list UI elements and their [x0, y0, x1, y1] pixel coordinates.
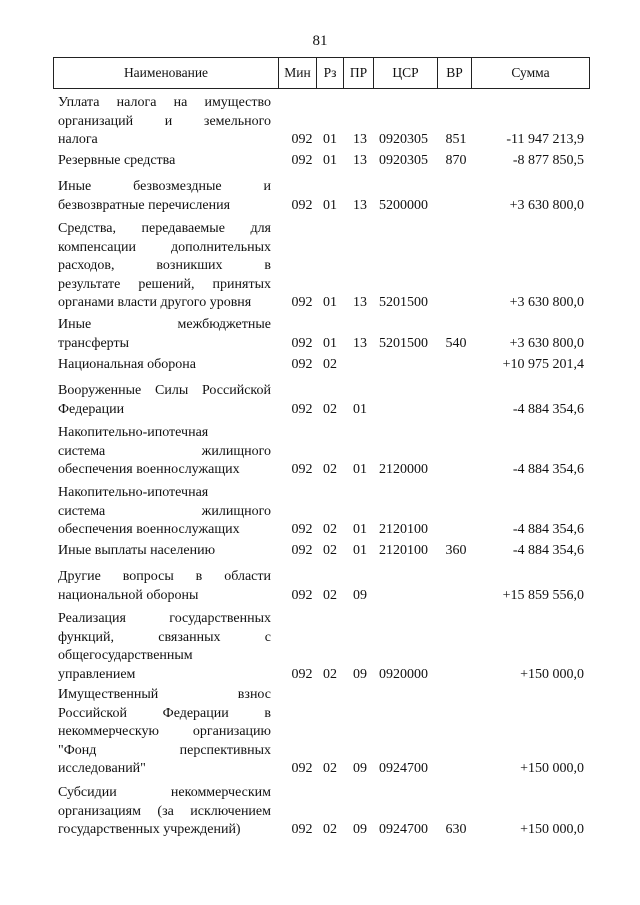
row-name-line: управлением: [58, 666, 136, 682]
cell-pr: 13: [353, 335, 367, 351]
cell-rz: 02: [323, 522, 337, 537]
cell-rz: 02: [323, 666, 337, 682]
cell-min: 092: [291, 295, 313, 310]
header-rz: Рз: [317, 58, 344, 89]
cell-rz: 02: [323, 401, 337, 417]
page-number: 81: [312, 33, 328, 49]
row-name-line: государственных учреждений): [58, 822, 241, 837]
cell-rz: 02: [323, 357, 337, 372]
cell-csr: 5200000: [379, 197, 428, 213]
table-row: [0, 316, 640, 353]
row-name-line: налога: [58, 132, 98, 147]
cell-sum: +150 000,0: [520, 666, 584, 682]
cell-rz: 01: [323, 132, 337, 147]
cell-csr: 0920305: [379, 153, 428, 168]
cell-min: 092: [291, 153, 313, 168]
cell-min: 092: [291, 822, 313, 837]
row-name: [58, 784, 271, 840]
cell-pr: 13: [353, 295, 367, 310]
row-name-line: общегосударственным: [58, 648, 193, 663]
row-name: [58, 220, 271, 313]
row-name: [58, 610, 271, 684]
cell-rz: 02: [323, 761, 337, 776]
row-name-line: Национальная оборона: [58, 357, 196, 372]
cell-sum: +3 630 800,0: [509, 335, 584, 351]
header-min: Мин: [279, 58, 317, 89]
table-row: [0, 784, 640, 840]
cell-sum: -8 877 850,5: [512, 153, 584, 168]
cell-sum: +10 975 201,4: [502, 357, 584, 372]
cell-pr: 09: [353, 587, 367, 603]
row-name-line: система жилищного: [58, 503, 271, 519]
cell-csr: 2120100: [379, 543, 428, 558]
row-name-line: органами власти другого уровня: [58, 295, 252, 310]
cell-min: 092: [291, 357, 313, 372]
row-name-line: Накопительно-ипотечная: [58, 425, 209, 440]
row-name-line: обеспечения военнослужащих: [58, 522, 240, 537]
row-name-line: организациям (за исключением: [58, 803, 271, 819]
cell-sum: +3 630 800,0: [509, 197, 584, 213]
cell-pr: 13: [353, 197, 367, 213]
table-row: [0, 152, 640, 171]
cell-pr: 09: [353, 822, 367, 837]
cell-csr: 0924700: [379, 761, 428, 776]
table-row: [0, 220, 640, 313]
row-name-line: исследований": [58, 761, 146, 776]
row-name-line: Накопительно-ипотечная: [58, 485, 209, 500]
cell-pr: 13: [353, 132, 367, 147]
cell-csr: 2120000: [379, 462, 428, 477]
table-row: [0, 610, 640, 684]
row-name-line: безвозвратные перечисления: [58, 197, 231, 213]
row-name-line: Федерации: [58, 401, 125, 417]
cell-rz: 02: [323, 543, 337, 558]
cell-vr: 851: [445, 132, 467, 147]
row-name: [58, 178, 271, 215]
cell-csr: 0920305: [379, 132, 428, 147]
row-name-line: результате решений, принятых: [58, 276, 271, 292]
cell-sum: +150 000,0: [520, 822, 584, 837]
cell-pr: 13: [353, 153, 367, 168]
cell-sum: +3 630 800,0: [509, 295, 584, 310]
cell-csr: 5201500: [379, 295, 428, 310]
cell-rz: 01: [323, 295, 337, 310]
cell-csr: 2120100: [379, 522, 428, 537]
table-row: [0, 424, 640, 480]
row-name: [58, 484, 271, 540]
header-sum: Сумма: [472, 58, 590, 89]
cell-rz: 01: [323, 335, 337, 351]
row-name-line: Иные безвозмездные и: [58, 179, 271, 194]
cell-sum: -4 884 354,6: [512, 522, 584, 537]
cell-csr: 0924700: [379, 822, 428, 837]
table-row: [0, 484, 640, 540]
cell-min: 092: [291, 522, 313, 537]
table-row: [0, 356, 640, 375]
cell-min: 092: [291, 401, 313, 417]
cell-rz: 01: [323, 197, 337, 213]
row-name-line: Российской Федерации в: [58, 705, 271, 721]
cell-pr: 01: [353, 401, 367, 417]
cell-min: 092: [291, 132, 313, 147]
cell-pr: 01: [353, 462, 367, 477]
cell-min: 092: [291, 666, 313, 682]
row-name-line: Средства, передаваемые для: [58, 221, 271, 236]
cell-rz: 02: [323, 822, 337, 837]
cell-sum: -4 884 354,6: [512, 401, 584, 417]
row-name: [58, 568, 271, 605]
cell-min: 092: [291, 543, 313, 558]
cell-vr: 630: [445, 822, 467, 837]
row-name-line: Имущественный взнос: [58, 687, 271, 702]
cell-sum: +150 000,0: [520, 761, 584, 776]
header-vr: ВР: [438, 58, 472, 89]
header-csr: ЦСР: [374, 58, 438, 89]
row-name-line: Уплата налога на имущество: [58, 95, 271, 110]
cell-vr: 870: [445, 153, 467, 168]
cell-sum: -11 947 213,9: [506, 132, 584, 147]
cell-rz: 02: [323, 462, 337, 477]
row-name: [58, 686, 271, 779]
cell-pr: 09: [353, 666, 367, 682]
row-name: [58, 356, 271, 375]
row-name-line: Иные межбюджетные: [58, 317, 271, 332]
cell-csr: 5201500: [379, 335, 428, 351]
table-row: [0, 382, 640, 419]
row-name-line: расходов, возникших в: [58, 258, 271, 273]
row-name-line: организаций и земельного: [58, 113, 271, 129]
cell-pr: 01: [353, 543, 367, 558]
row-name-line: Резервные средства: [58, 153, 176, 168]
cell-vr: 540: [445, 335, 467, 351]
row-name-line: Вооруженные Силы Российской: [58, 383, 271, 398]
table-row: [0, 568, 640, 605]
row-name-line: "Фонд перспективных: [58, 742, 271, 758]
table-header: [53, 57, 590, 89]
table-row: [0, 178, 640, 215]
cell-vr: 360: [445, 543, 467, 558]
cell-sum: -4 884 354,6: [512, 543, 584, 558]
cell-min: 092: [291, 335, 313, 351]
cell-min: 092: [291, 761, 313, 776]
cell-csr: 0920000: [379, 666, 428, 682]
cell-min: 092: [291, 462, 313, 477]
header-name: Наименование: [54, 58, 279, 89]
cell-pr: 09: [353, 761, 367, 776]
row-name: [58, 94, 271, 150]
cell-min: 092: [291, 197, 313, 213]
cell-min: 092: [291, 587, 313, 603]
row-name-line: обеспечения военнослужащих: [58, 462, 240, 477]
row-name-line: компенсации дополнительных: [58, 239, 271, 255]
row-name-line: некоммерческую организацию: [58, 724, 271, 739]
row-name-line: национальной обороны: [58, 587, 199, 603]
row-name-line: Другие вопросы в области: [58, 569, 271, 584]
row-name-line: функций, связанных с: [58, 629, 271, 645]
row-name-line: трансферты: [58, 335, 130, 351]
row-name: [58, 316, 271, 353]
row-name-line: система жилищного: [58, 443, 271, 459]
row-name-line: Реализация государственных: [58, 611, 271, 626]
cell-rz: 02: [323, 587, 337, 603]
row-name: [58, 542, 271, 561]
cell-sum: -4 884 354,6: [512, 462, 584, 477]
cell-pr: 01: [353, 522, 367, 537]
row-name-line: Субсидии некоммерческим: [58, 785, 271, 800]
row-name-line: Иные выплаты населению: [58, 543, 216, 558]
row-name: [58, 424, 271, 480]
table-row: [0, 686, 640, 779]
cell-rz: 01: [323, 153, 337, 168]
table-row: [0, 94, 640, 150]
header-pr: ПР: [344, 58, 374, 89]
row-name: [58, 152, 271, 171]
table-row: [0, 542, 640, 561]
cell-sum: +15 859 556,0: [502, 587, 584, 603]
row-name: [58, 382, 271, 419]
